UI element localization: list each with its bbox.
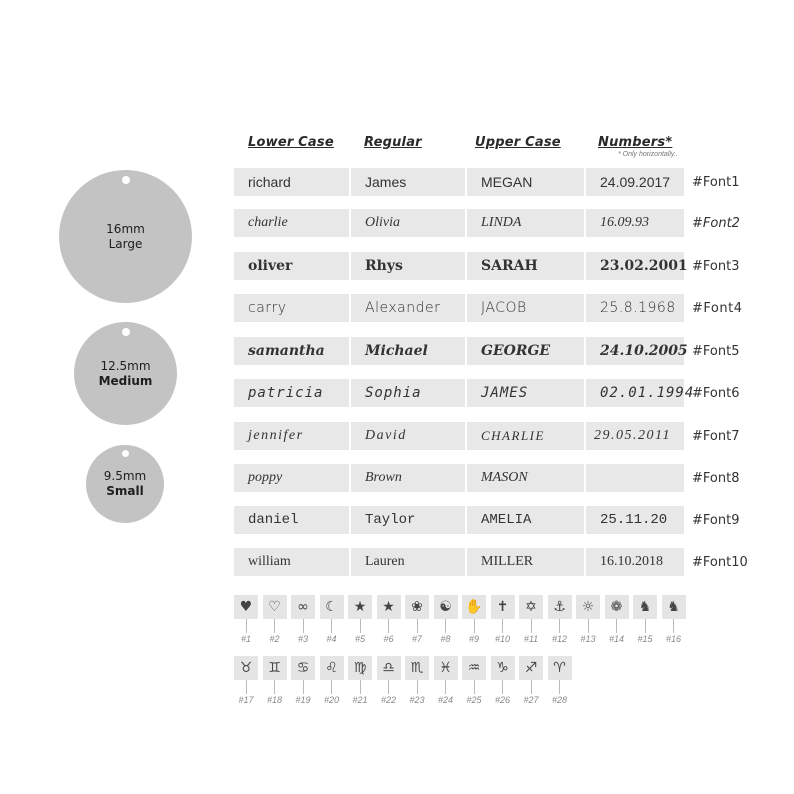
symbol-tile[interactable] [348,595,372,644]
symbol-connector [331,680,332,694]
upper-case-sample: MILLER [467,548,584,576]
regular-sample: Alexander [351,294,465,322]
lower-case-sample: charlie [234,209,349,237]
disc-size: 9.5mm [103,469,147,483]
regular-sample: Brown [351,464,465,492]
lower-case-sample: patricia [234,379,349,407]
upper-case-sample: MASON [467,464,584,492]
star-icon: ★ [377,595,401,619]
lotus-icon: ❁ [605,595,629,619]
symbol-label: #25 [466,695,482,705]
symbol-tile[interactable] [462,656,486,705]
font-row-1 [234,168,740,196]
symbol-tile[interactable] [576,595,600,644]
paw-icon: ❀ [405,595,429,619]
cat-icon: ♞ [662,595,686,619]
symbol-connector [274,619,275,633]
disc-name: Medium [98,373,153,388]
numbers-sample: 23.02.2001 [586,252,684,280]
font-label: #Font6 [692,385,740,401]
libra-icon: ♎ [377,656,401,680]
heart-outline-icon: ♡ [263,595,287,619]
font-row-2 [234,209,740,237]
symbol-connector [388,619,389,633]
header-regular: Regular [364,135,422,150]
symbol-connector [531,680,532,694]
scorpio-icon: ♏ [405,656,429,680]
symbol-label: #14 [608,634,625,644]
upper-case-sample: LINDA [467,209,584,237]
symbol-tile[interactable] [377,595,401,644]
symbol-connector [417,619,418,633]
upper-case-sample: MEGAN [467,168,584,196]
upper-case-sample: CHARLIE [467,422,584,450]
font-row-7 [234,422,740,450]
sun-icon: ☼ [576,595,600,619]
regular-sample: David [351,422,465,450]
symbol-tile[interactable] [662,595,686,644]
symbol-tile[interactable] [234,656,258,705]
font-label: #Font5 [692,343,740,359]
symbol-label: #17 [238,695,254,705]
symbol-connector [474,680,475,694]
header-upper-case: Upper Case [475,135,561,150]
virgo-icon: ♍ [348,656,372,680]
symbol-label: #5 [354,634,365,644]
symbol-tile[interactable] [548,656,572,705]
font-label: #Font10 [692,554,748,570]
symbol-tile[interactable] [320,595,344,644]
symbol-label: #11 [523,634,539,644]
symbol-label: #24 [437,695,454,705]
disc-medium [74,322,177,425]
numbers-sample: 25.11.20 [586,506,684,534]
numbers-sample: 29.05.2011 [586,422,684,450]
symbol-connector [331,619,332,633]
lower-case-sample: richard [234,168,349,196]
font-row-9 [234,506,740,534]
symbol-label: #16 [665,634,682,644]
leo-icon: ♌ [320,656,344,680]
font-label: #Font1 [692,174,740,190]
hole-icon [122,176,130,184]
numbers-sample: 25.8.1968 [586,294,684,322]
cross-icon: ✝ [491,595,515,619]
gemini-icon: ♊ [263,656,287,680]
disc-name: Large [108,236,143,251]
regular-sample: Olivia [351,209,465,237]
dog-icon: ♞ [633,595,657,619]
regular-sample: James [351,168,465,196]
symbol-tile[interactable] [548,595,572,644]
symbol-connector [616,619,617,633]
font-label: #Font4 [692,300,743,316]
taurus-icon: ♉ [234,656,258,680]
symbol-tile[interactable] [434,656,458,705]
symbol-label: #1 [240,634,251,644]
symbol-label: #2 [269,634,280,644]
capricorn-icon: ♑ [491,656,515,680]
star-of-david-icon: ✡ [519,595,543,619]
font-row-6 [234,379,740,407]
regular-sample: Lauren [351,548,465,576]
lower-case-sample: samantha [234,337,349,365]
hole-icon [122,450,129,457]
symbol-connector [559,680,560,694]
symbol-connector [502,680,503,694]
symbol-label: #13 [580,634,596,644]
lower-case-sample: william [234,548,349,576]
regular-sample: Rhys [351,252,465,280]
symbol-tile[interactable] [263,595,287,644]
numbers-sample: 24.10.2005 [586,337,684,365]
pisces-icon: ♓ [434,656,458,680]
symbol-tile[interactable] [405,656,429,705]
upper-case-sample: JAMES [467,379,584,407]
symbol-label: #15 [637,634,653,644]
cancer-icon: ♋ [291,656,315,680]
symbol-tile[interactable] [377,656,401,705]
regular-sample: Taylor [351,506,465,534]
symbol-connector [445,619,446,633]
upper-case-sample: JACOB [467,294,584,322]
hole-icon [122,328,130,336]
symbol-label: #22 [380,695,397,705]
symbol-connector [559,619,560,633]
moon-icon: ☾ [320,595,344,619]
symbol-tile[interactable] [263,656,287,705]
font-row-4 [234,294,743,322]
symbol-tile[interactable] [291,656,315,705]
symbol-connector [445,680,446,694]
font-row-8 [234,464,740,492]
symbol-label: #26 [494,695,511,705]
symbol-connector [246,680,247,694]
yin-yang-icon: ☯ [434,595,458,619]
symbol-tile[interactable] [491,595,515,644]
symbol-label: #21 [352,695,368,705]
symbol-label: #27 [523,695,539,705]
numbers-note: * Only horizontally.. [618,151,678,158]
heart-icon: ♥ [234,595,258,619]
lower-case-sample: carry [234,294,349,322]
font-label: #Font8 [692,470,740,486]
sagittarius-icon: ♐ [519,656,543,680]
symbol-connector [274,680,275,694]
symbol-connector [388,680,389,694]
symbol-label: #12 [551,634,568,644]
symbol-tile[interactable] [491,656,515,705]
symbol-connector [531,619,532,633]
font-row-5 [234,337,740,365]
symbol-label: #19 [295,695,311,705]
disc-name: Small [106,484,144,498]
font-row-3 [234,252,740,280]
aquarius-icon: ♒ [462,656,486,680]
symbol-tile[interactable] [519,656,543,705]
lower-case-sample: jennifer [234,422,349,450]
star-icon: ★ [348,595,372,619]
font-row-10 [234,548,748,576]
upper-case-sample: GEORGE [467,337,584,365]
symbol-connector [303,680,304,694]
symbol-tile[interactable] [462,595,486,644]
regular-sample: Sophia [351,379,465,407]
symbol-tile[interactable] [348,656,372,705]
symbol-tile[interactable] [320,656,344,705]
symbol-label: #9 [468,634,479,644]
symbol-tile[interactable] [405,595,429,644]
symbol-connector [360,680,361,694]
symbol-tile[interactable] [633,595,657,644]
font-label: #Font7 [692,428,740,444]
symbol-tile[interactable] [291,595,315,644]
symbol-label: #10 [494,634,511,644]
numbers-sample: 24.09.2017 [586,168,684,196]
symbol-tile[interactable] [519,595,543,644]
symbol-connector [474,619,475,633]
numbers-sample [586,464,684,492]
lower-case-sample: daniel [234,506,349,534]
symbol-connector [303,619,304,633]
symbol-label: #7 [411,634,422,644]
lower-case-sample: poppy [234,464,349,492]
disc-small [86,445,164,523]
symbol-tile[interactable] [605,595,629,644]
symbol-tile[interactable] [434,595,458,644]
symbol-tile[interactable] [234,595,258,644]
lower-case-sample: oliver [234,252,349,280]
symbol-label: #23 [409,695,425,705]
symbol-connector [645,619,646,633]
symbol-connector [417,680,418,694]
symbol-label: #6 [383,634,394,644]
symbol-label: #8 [440,634,451,644]
header-lower-case: Lower Case [248,135,334,150]
numbers-sample: 02.01.1994 [586,379,684,407]
font-label: #Font2 [692,215,740,231]
anchor-icon: ⚓ [548,595,572,619]
upper-case-sample: SARAH [467,252,584,280]
font-label: #Font3 [692,258,740,274]
disc-large [59,170,192,303]
symbol-label: #18 [266,695,283,705]
numbers-sample: 16.10.2018 [586,548,684,576]
disc-size: 12.5mm [100,358,151,373]
symbol-label: #20 [323,695,340,705]
infinity-icon: ∞ [291,595,315,619]
symbol-label: #4 [326,634,337,644]
symbol-connector [360,619,361,633]
hamsa-icon: ✋ [462,595,486,619]
numbers-sample: 16.09.93 [586,209,684,237]
symbol-label: #28 [551,695,568,705]
symbol-connector [588,619,589,633]
font-label: #Font9 [692,512,740,528]
aries-icon: ♈ [548,656,572,680]
disc-size: 16mm [106,221,145,236]
header-numbers: Numbers* [598,135,673,150]
symbol-connector [502,619,503,633]
symbol-label: #3 [297,634,308,644]
regular-sample: Michael [351,337,465,365]
upper-case-sample: AMELIA [467,506,584,534]
symbol-connector [246,619,247,633]
symbol-connector [673,619,674,633]
